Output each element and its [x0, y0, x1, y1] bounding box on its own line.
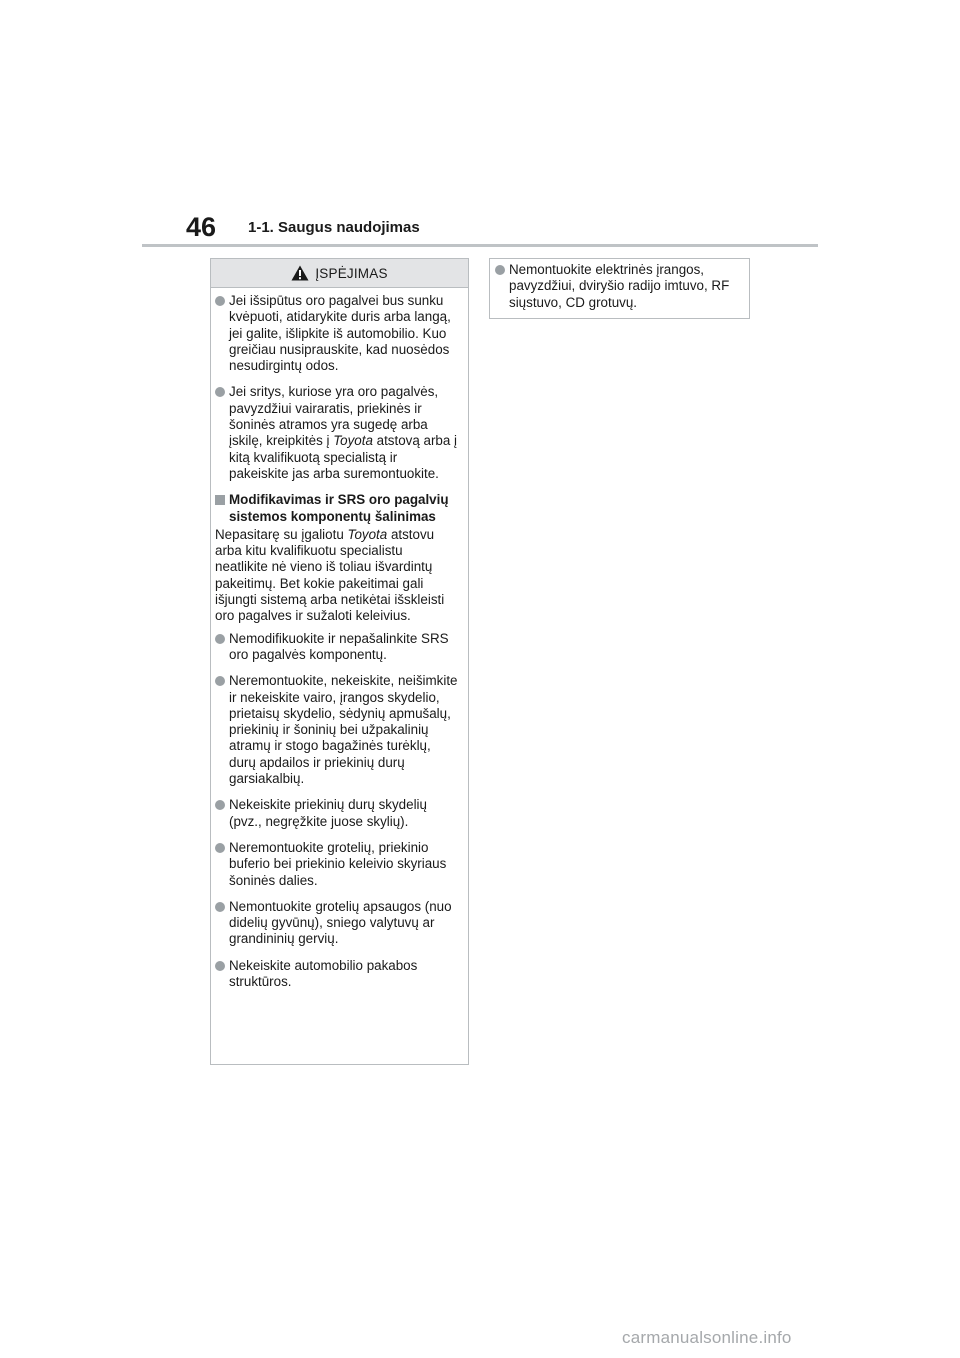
warning-title: ĮSPĖJIMAS	[315, 265, 388, 281]
paragraph-text: atstovu arba kitu kvalifikuotu specialistu neatlikite nė vieno iš toliau išvardintų pakeitimų. Bet kokie pakeitimai gali išjungti sistemą arba netikėtai išskleisti oro pagalves ir sužaloti keleivius.	[215, 526, 445, 624]
bullet-text: Nekeiskite priekinių durų skydelių (pvz., negręžkite juose skylių).	[229, 797, 427, 829]
list-item	[215, 293, 458, 374]
paragraph	[215, 527, 458, 625]
header-rule	[142, 244, 818, 247]
warning-content	[211, 288, 468, 990]
bullet-dot-icon	[215, 676, 225, 686]
bullet-dot-icon	[215, 902, 225, 912]
bullet-dot-icon	[215, 800, 225, 810]
brand-name: Toyota	[333, 433, 373, 449]
list-item	[215, 840, 458, 889]
bullet-dot-icon	[215, 296, 225, 306]
bullet-text: atstovą arba į kitą kvalifikuotą specialistą ir pakeiskite jas arba suremontuokite.	[229, 433, 458, 481]
bullet-text: Nemodifikuokite ir nepašalinkite SRS oro pagalvės komponentų.	[229, 630, 449, 662]
list-item	[215, 958, 458, 991]
continuation-content	[490, 259, 749, 311]
bullet-text: Neremontuokite grotelių, priekinio buferio bei priekinio keleivio skyriaus šoninės dalies.	[229, 839, 447, 888]
page-number: 46	[186, 212, 217, 242]
warning-triangle-icon	[291, 265, 309, 281]
bullet-text: Neremontuokite, nekeiskite, neišimkite ir nekeiskite vairo, įrangos skydelio, prietaisų skydelio, sėdynių apmušalų, priekinių ir šoninių bei užpakalinių atramų ir stogo bagažinės turėklų, durų apdailos ir priekinių durų garsiakalbių.	[229, 673, 458, 787]
bullet-dot-icon	[215, 843, 225, 853]
subheading	[215, 492, 458, 525]
continuation-box	[489, 258, 750, 319]
warning-header	[211, 259, 468, 288]
section-title: 1-1. Saugus naudojimas	[248, 219, 420, 236]
square-bullet-icon	[215, 495, 225, 505]
list-item	[215, 631, 458, 664]
list-item	[215, 384, 458, 482]
subheading-text: Modifikavimas ir SRS oro pagalvių sistemos komponentų šalinimas	[229, 492, 449, 524]
list-item	[215, 899, 458, 948]
watermark: carmanualsonline.info	[622, 1328, 792, 1347]
list-item	[215, 797, 458, 830]
bullet-dot-icon	[215, 961, 225, 971]
list-item	[215, 673, 458, 787]
list-item	[495, 262, 741, 311]
bullet-text: Nekeiskite automobilio pakabos struktūros.	[229, 957, 418, 989]
warning-box	[210, 258, 469, 1065]
paragraph-text: Nepasitarę su įgaliotu	[215, 526, 348, 542]
bullet-text: Jei sritys, kuriose yra oro pagalvės, pavyzdžiui vairaratis, priekinės ir šoninės atramos yra sugedę arba įskilę, kreipkitės į	[229, 384, 439, 449]
bullet-dot-icon	[495, 265, 505, 275]
bullet-dot-icon	[215, 387, 225, 397]
bullet-text: Nemontuokite grotelių apsaugos (nuo didelių gyvūnų), sniego valytuvų ar grandininių gervių.	[229, 898, 452, 947]
bullet-text: Nemontuokite elektrinės įrangos, pavyzdžiui, dviryšio radijo imtuvo, RF siųstuvo, CD grotuvų.	[509, 262, 730, 310]
bullet-text: Jei išsipūtus oro pagalvei bus sunku kvėpuoti, atidarykite duris arba langą, jei galite, išlipkite iš automobilio. Kuo greičiau nusiprauskite, kad nuosėdos nesudirgintų odos.	[229, 293, 451, 374]
bullet-dot-icon	[215, 634, 225, 644]
brand-name: Toyota	[347, 526, 388, 542]
